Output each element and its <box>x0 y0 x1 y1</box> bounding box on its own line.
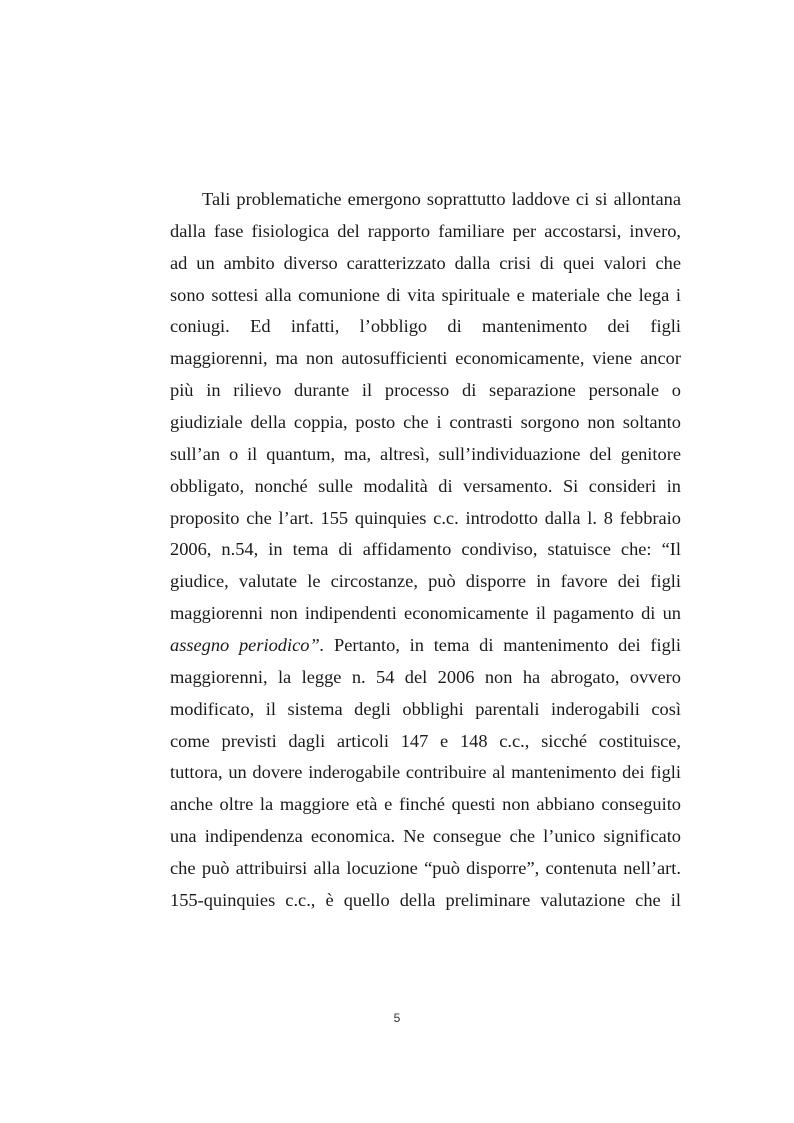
text-line: tuttora, un dovere inderogabile contribuire al mantenimento dei figli <box>170 762 681 783</box>
text-line: modificato, il sistema degli obblighi parentali inderogabili così <box>170 698 681 719</box>
text-line: che può attribuirsi alla locuzione “può disporre”, contenuta nell’art. <box>170 858 681 879</box>
text-line: anche oltre la maggiore età e finché questi non abbiano conseguito <box>170 794 681 815</box>
page-number: 5 <box>393 1011 401 1025</box>
text-line: maggiorenni, ma non autosufficienti economicamente, viene ancor <box>170 348 681 369</box>
text-line: ad un ambito diverso caratterizzato dalla crisi di quei valori che <box>170 252 681 273</box>
text-line: 2006, n.54, in tema di affidamento condiviso, statuisce che: “Il <box>170 539 681 560</box>
text-line: dalla fase fisiologica del rapporto familiare per accostarsi, invero, <box>170 220 681 241</box>
text-line: obbligato, nonché sulle modalità di versamento. Si consideri in <box>170 475 681 496</box>
text-line: Tali problematiche emergono soprattutto laddove ci si allontana <box>202 189 681 209</box>
body-paragraph <box>170 184 681 917</box>
text-line: maggiorenni non indipendenti economicamente il pagamento di un <box>170 603 681 624</box>
text-line: sono sottesi alla comunione di vita spirituale e materiale che lega i <box>170 284 681 305</box>
text-line: giudice, valutate le circostanze, può disporre in favore dei figli <box>170 571 681 592</box>
text-line: una indipendenza economica. Ne consegue che l’unico significato <box>170 826 681 847</box>
text-line: giudiziale della coppia, posto che i contrasti sorgono non soltanto <box>170 412 681 433</box>
text-line: 155-quinquies c.c., è quello della preliminare valutazione che il <box>170 889 681 910</box>
text-line: proposito che l’art. 155 quinquies c.c. introdotto dalla l. 8 febbraio <box>170 507 681 528</box>
text-line-mixed <box>170 630 681 662</box>
text-line-rest: Pertanto, in tema di mantenimento dei figli <box>324 635 681 656</box>
text-line: come previsti dagli articoli 147 e 148 c.c., sicché costituisce, <box>170 730 681 751</box>
text-line: maggiorenni, la legge n. 54 del 2006 non ha abrogato, ovvero <box>170 666 681 687</box>
text-line: coniugi. Ed infatti, l’obbligo di mantenimento dei figli <box>170 316 681 337</box>
italic-quote-end: assegno periodico”. <box>170 635 325 656</box>
text-line: più in rilievo durante il processo di separazione personale o <box>170 380 681 401</box>
text-line: sull’an o il quantum, ma, altresì, sull’individuazione del genitore <box>170 443 681 464</box>
